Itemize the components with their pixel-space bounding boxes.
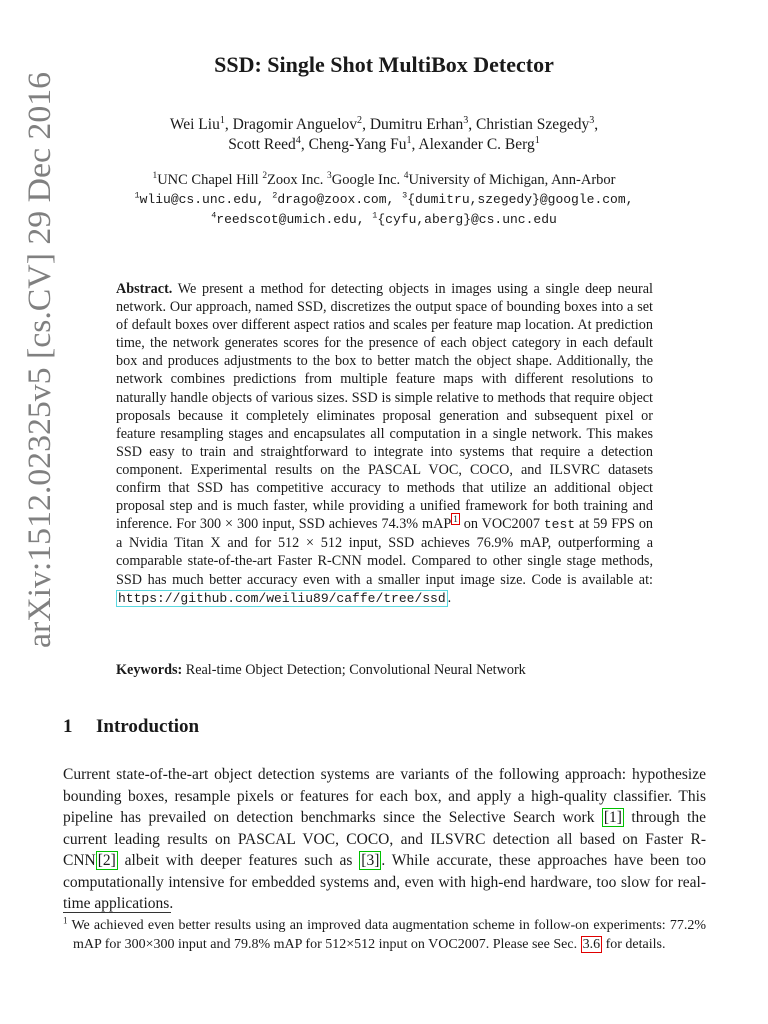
author-sep: ,	[411, 136, 419, 153]
arxiv-identifier-sidebar	[8, 70, 68, 648]
footnote-text: We achieved even better results using an improved data augmentation scheme in follow-on experiments: 77.2% mAP for 300×300 input and 79.8% mAP for 512×512 input on VOC2007. Please see Sec.	[67, 918, 706, 952]
section-title: Introduction	[96, 716, 200, 737]
affil-mark: 2	[262, 171, 268, 182]
author-sep: ,	[224, 116, 233, 133]
abstract-text: We present a method for detecting objects in images using a single deep neural network. Our approach, named SSD, discretizes the output space of bounding boxes into a set of default boxes over different aspect ratios and scales per feature map location. At prediction time, the network generates scores for the presence of each object category in each default box and produces adjustments to the box to better match the object shape. Additionally, the network combines predictions from multiple feature maps with different resolutions to naturally handle objects of various sizes. SSD is simple relative to methods that require object proposals because it completely eliminates proposal generation and subsequent pixel or feature resampling stages and encapsulates all computation in a single network. This makes SSD easy to train and straightforward to integrate into systems that require a detection component. Experimental results on the PASCAL VOC, COCO, and ILSVRC datasets confirm that SSD has competitive accuracy to methods that utilize an additional object proposal step and is much faster, while providing a unified framework for both training and inference. For 300 × 300 input, SSD achieves 74.3% mAP	[116, 281, 653, 533]
affil-mark: 3	[402, 190, 408, 201]
author-sep: ,	[468, 116, 477, 133]
keywords-text: Real-time Object Detection; Convolutional Neural Network	[185, 662, 526, 678]
author-name: Cheng-Yang Fu	[308, 136, 407, 153]
affil-text: UNC Chapel Hill	[157, 172, 263, 188]
author-sep: ,	[362, 116, 370, 133]
affil-mark: 2	[272, 190, 278, 201]
email-line	[0, 210, 768, 230]
affil-mark: 1	[372, 210, 378, 221]
citation-link[interactable]: [3]	[361, 852, 380, 869]
author-affil-mark: 2	[357, 114, 363, 126]
abstract-text: at 59 FPS on a Nvidia Titan X and for 512 × 512 input, SSD achieves 76.9% mAP, outperforming a comparable state-of-the-art Faster R-CNN model. Compared to other single stage methods, SSD has much better accuracy even with a smaller input image size. Code is available at:	[116, 516, 654, 588]
email-text: {cyfu,aberg}@cs.unc.edu	[377, 212, 557, 227]
author-sep: ,	[300, 136, 309, 153]
keywords	[116, 662, 653, 679]
email-line	[0, 190, 768, 210]
author-affil-mark: 4	[295, 134, 301, 146]
intro-text: Current state-of-the-art object detection systems are variants of the following approach: hypothesize bounding boxes, resample pixels or features for each box, and apply a high-quality classifier. This pipeline has prevailed on detection benchmarks since the Selective Search work	[63, 766, 706, 826]
author-name: Wei Liu	[169, 116, 220, 133]
author-name: Scott Reed	[228, 136, 296, 153]
abstract-label: Abstract.	[116, 281, 173, 297]
author-affil-mark: 1	[219, 114, 225, 126]
author-affil-mark: 3	[589, 114, 595, 126]
author-line-1	[0, 115, 768, 135]
footnote	[63, 916, 706, 954]
abstract-end: .	[447, 589, 452, 606]
footnote-rule	[63, 912, 171, 913]
affil-text: University of Michigan, Ann-Arbor	[408, 172, 616, 188]
intro-text: albeit with deeper features such as	[117, 852, 360, 869]
author-affil-mark: 1	[406, 134, 412, 146]
affil-mark: 4	[403, 171, 409, 182]
abstract	[116, 280, 653, 608]
citation-link[interactable]: [2]	[97, 852, 116, 869]
affil-text: Google Inc.	[331, 172, 404, 188]
intro-paragraph	[63, 764, 706, 915]
affil-mark: 1	[134, 190, 140, 201]
footnote-mark: 1	[63, 915, 68, 926]
code-url-link[interactable]: https://github.com/weiliu89/caffe/tree/ssd	[118, 590, 446, 606]
arxiv-id: arXiv:1512.02325v5 [cs.CV] 29 Dec 2016	[22, 85, 58, 648]
abstract-text: on VOC2007	[459, 516, 544, 533]
author-name: Christian Szegedy	[476, 116, 590, 133]
author-affil-mark: 1	[534, 134, 540, 146]
keywords-label: Keywords:	[116, 662, 183, 678]
author-name: Dragomir Anguelov	[232, 116, 358, 133]
paper-title: SSD: Single Shot MultiBox Detector	[214, 52, 554, 77]
author-name: Dumitru Erhan	[369, 116, 464, 133]
email-text: drago@zoox.com,	[277, 192, 403, 207]
author-name: Alexander C. Berg	[418, 136, 535, 153]
section-ref-link[interactable]: 3.6	[582, 937, 601, 952]
section-number: 1	[63, 716, 73, 737]
intro-text: . While accurate, these approaches have been too computationally intensive for embedded systems and, even with high-end hardware, too slow for real-time applications.	[63, 852, 706, 912]
footnote-ref-link[interactable]: 1	[453, 514, 458, 525]
author-sep: ,	[594, 116, 599, 133]
affiliations	[0, 170, 768, 230]
affil-text: Zoox Inc.	[267, 172, 328, 188]
affil-mark: 4	[211, 210, 217, 221]
footnote-text: for details.	[602, 937, 666, 952]
email-text: wliu@cs.unc.edu,	[139, 192, 273, 207]
affiliation-line	[0, 170, 768, 190]
affil-mark: 1	[152, 171, 158, 182]
affil-mark: 3	[327, 171, 332, 182]
citation-link[interactable]: [1]	[603, 809, 622, 826]
author-list	[0, 115, 768, 155]
author-line-2	[0, 135, 768, 155]
section-heading	[63, 716, 199, 738]
test-set-word: test	[543, 517, 576, 533]
intro-text: through the current leading results on PASCAL VOC, COCO, and ILSVRC detection all based on Faster R-CNN	[63, 809, 706, 869]
author-affil-mark: 3	[463, 114, 469, 126]
email-text: reedscot@umich.edu,	[216, 212, 373, 227]
email-text: {dumitru,szegedy}@google.com,	[407, 192, 634, 207]
